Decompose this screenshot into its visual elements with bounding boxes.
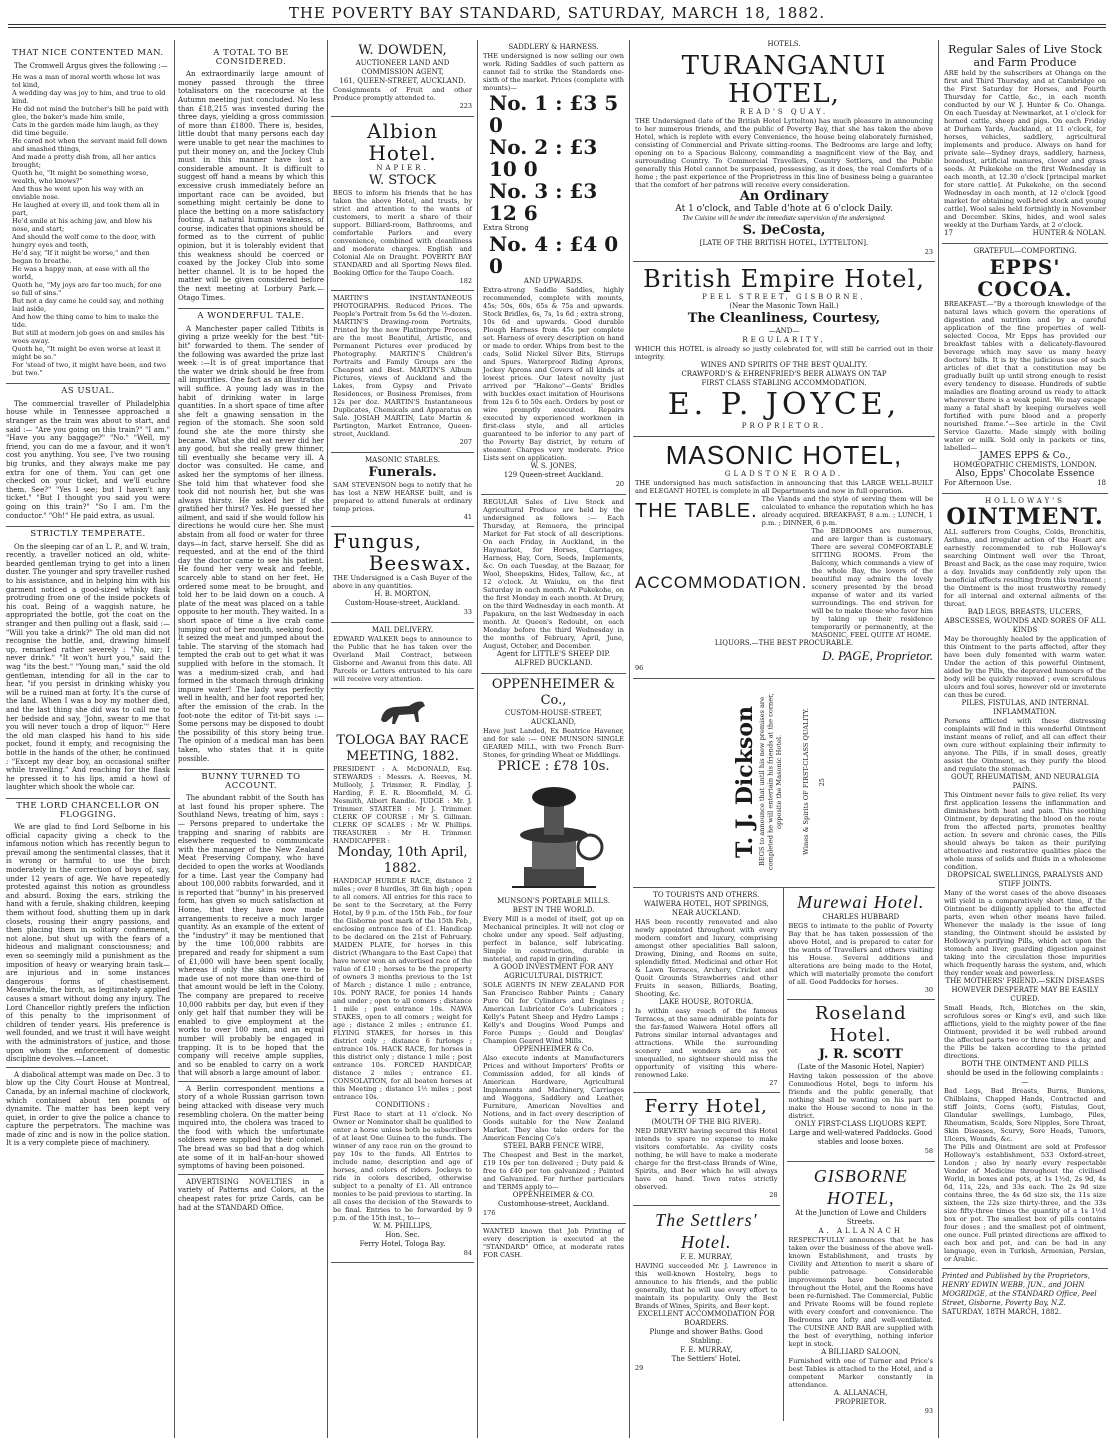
article-body: A Manchester paper called Titbits is giving a prize weekly for the best "tit-bit" forwarded to them. The sender of the following was awarded the prize last week :—It is of great importance that the water we drink should be free from all impurities. One fact as an illustration will suffice. A young lady was in the habit of drinking water in large quantities. In a short space of time after she felt a gnawing sensation in the region of the stomach. She soon sold found she ate the more thirsty she became. What she did eat never did her any good, but she really grew thinner, till eventually she became very ill. A doctor was consulted. He came, and asked her the symptoms of her illness. She told him that whatever food she took did not nourish her, but she was always thirsty. He asked her if she gratified her thirst? Yes. He guessed her ailment, and said if she would follow his directions he would cure her. She must abstain from all food or water for three days—in fact, starve herself. She did as requested, and at the end of the third day the doctor came to see his patient. He found her very weak and feeble, scarcely able to stand on her feet. He ordered some meat to be brought, and told her to be laid down on a couch. A plate of the meat was placed on a table opposite to her mouth. They waited. In a short space of time a live crab came jumping out of her mouth, seeking food. It seized the meat and jumped about the table. The starving of the stomach had tempted the crab out to get what it was supplied with before in the stomach. It was a medium-sized crab, and had formed in the stomach through drinking impure water! The lady was perfectly well in health, and her foot reported her, after the emission of the crab. In the foot-note the editor of Tit-bit says :— Some persons may be disposed to doubt the possibility of this story being true. The opinion of a medical man has been taken, who states that it is quite possible. <box>178 324 324 763</box>
proprietor-name: F. E. MURRAY, <box>680 1252 733 1261</box>
ad-number: 96 <box>635 664 644 673</box>
proprietor-name: S. DeCosta, <box>742 222 826 238</box>
hotel-location: GLADSTONE ROAD. <box>724 470 844 479</box>
column-4 <box>481 40 626 1438</box>
ad-connector: —AND— <box>768 327 800 336</box>
proprietor-name: W. STOCK <box>368 172 437 188</box>
ad-subheading: GOUT, RHEUMATISM, AND NEURALGIA PAINS. <box>951 773 1099 790</box>
advertiser-name: HUNTER & NOLAN. <box>1032 229 1106 237</box>
proprietor-name: A. ALLANACH <box>818 1226 904 1235</box>
ad-body: ARE held by the subscribers at Ohanga on the first and Third Thursday, and at Cambridge on the First Saturday for Horses, and Fourth Thursday for Cattle, &c., in each month conducted by our W. J. Hunter & Co. Ohanga. On each Tuesday at Newmarket, at 1 o'clock for horned cattle, sheep and pigs. On each Friday at Durham Yards, Auckland, at 11 o'clock, for horses, vehicles, saddlery, agricultural implements and produce. Always on hand for private sale—Sydney drays, saddlery, harness, bonedust, artificial manures, clover and grass seeds. At Pukekohe on the first Wednesday in each month, at 12.30 o'clock [principal market for store cattle]. At Pukekohe, on the second Wednesday in each month, at 12 o'clock [good market for obtaining well-bred stock and young cattle]. Wool sales held fortnightly in November and December. Skins, hides, and wool sales weekly at the Durham Yards, at 2 o'clock. <box>944 69 1106 229</box>
ad-body: THE undersigned has much satisfaction in announcing that this LARGE WELL-BUILT and ELEGANT HOTEL is complete in all Departments and now in full operation. <box>635 479 933 496</box>
hotel-name: Ferry Hotel, <box>644 1096 768 1118</box>
advertiser-name: JAMES EPPS & Co., <box>979 451 1071 461</box>
poem-line: And should the wolf come to the door, with hungry eyes and teeth, <box>12 233 156 250</box>
article-intro: The Cromwell Argus gives the following :— <box>14 61 168 70</box>
proprietor-name: E. P. JOYCE, <box>667 387 901 423</box>
holloway-ointment-ad <box>942 494 1108 1268</box>
column-5 <box>633 40 935 1438</box>
price-note: AND UPWARDS. <box>523 277 584 285</box>
advertiser-address: Customhouse-street, Auckland. <box>497 1200 610 1209</box>
column-separator <box>174 40 175 1438</box>
ad-heading: MASONIC STABLES. <box>364 455 441 464</box>
poem-line: Quoth he, "It might be something worse, wealth, who knows?" <box>12 169 149 186</box>
ad-line: ONLY FIRST-CLASS LIQUORS KEPT. <box>795 1120 927 1129</box>
price-line: No. 3 : £3 12 6 <box>489 179 598 225</box>
ad-heading: MAIL DELIVERY. <box>371 625 434 634</box>
ad-number: 29 <box>635 1363 644 1372</box>
ad-body: BEGS to announce that until his new premises are completed he will entertain his friends at the corner, opposite the Masonic Hotel. <box>757 693 783 871</box>
ad-body: THE Undersigned (late of the British Hotel Lyttelton) has much pleasure in announcing to her numerous friends, and the public of Poverty Bay, that she has taken the above Hotel, which is replete with every Convenience, the house being elaborately furnished, consisting of Commercial and Private sitting-rooms. The Bedrooms are large and lofty, opening on to a Spacious Balcony, commanding a magnificent view of the Bay, and surrounding Country. To Commercial Travellers, Country Settlers, and the Public generally this Hotel cannot be surpassed, possessing, as it does, the real Comforts of a home ; the past experience of the Proprietress in this line of business being a guarantee that the comfort of her patrons will receive every consideration. <box>635 116 933 189</box>
albion-hotel-ad <box>331 117 474 292</box>
ad-body: The BEDROOMS are numerous, and are larger than is customary. There are several COMFORTABLE SITTING ROOMS. From the Balcony, which commands a view of the whole Bay, the lovers of the beautiful may admire the lovely scenery presented by the broad expanse of water and its varied surroundings. The end striven for will be to make those who favor him by taking up their residence temporarily or permanently, at the MASONIC, FEEL QUITE AT HOME. <box>811 527 933 640</box>
ad-heading: OINTMENT. <box>946 504 1104 530</box>
ad-heading: MUNSON'S PORTABLE MILLS. <box>497 897 610 906</box>
ad-body: ALL sufferers from Coughs, Colds, Bronchitis, Asthma, and irregular action of the Heart are earnestly recommended to rub Holloway's searching Ointment well over the Throat, Breast and Back, as the case may require, twice a day. Invalids may confidently rely upon the beneficial effects resulting from this treatment ; the Ointment is the most trustworthy remedy for all internal and external ailments of the throat. <box>944 528 1106 608</box>
ad-number: 84 <box>463 1248 472 1257</box>
mail-delivery-ad <box>331 623 474 689</box>
settlers-hotel-ad <box>633 1206 780 1378</box>
ad-line: FIRST CLASS STABLING ACCOMMODATION. <box>701 379 867 388</box>
article-body: The commercial traveller of Philadelphia house while in Tennessee approached a stranger as the train was about to start, and said :— "Are you going on this train?" "I am." "Have you any baggage?" "No." "Well, my friend, you can do me a favour, and it won't cost you anything. You see, I've two rousing big trunks, and they always make me pay extra for one of them. You can get one checked on your ticket, and we'll euchre them. See?" "Yes I see; but I haven't any ticket." "But I thought you said you were going on this train?" "So I am. I'm the conductor." "Oh!" He paid extra, as usual. <box>6 399 170 520</box>
ad-body: May be thoroughly healed by the application of this Ointment to the parts affected, after they have been duly fomented with warm water. Under the action of this powerful Ointment, aided by the Pills, the depraved humours of the body will be quickly removed ; even scrofulous ulcers and foul sores, however old or inveterate can thus be cured. <box>944 635 1106 699</box>
hotel-location: (MOUTH OF THE BIG RIVER). <box>651 1118 762 1127</box>
poem-line: For 'stead of two, it might have been, and two but two." <box>12 361 166 378</box>
fungus-beeswax-ad <box>331 527 474 623</box>
price-line: No. 2 : £3 10 0 <box>489 135 598 181</box>
epps-cocoa-ad <box>942 244 1108 494</box>
proprietor-name: CHARLES HUBBARD <box>822 912 900 921</box>
secretary-address: Ferry Hotel, Tologa Bay. <box>359 1239 446 1248</box>
ad-number: 25 <box>818 777 827 786</box>
article-body: On the sleeping car of an L. P., and W. train, recently, a traveller noticed an old, white-bearded gentleman trying to get into a linen duster. The younger and spry traveller rushed to his assistance, and in helping him with his garment noticed a good-sized whisky flask protruding from one of the inside pockets of his coat. Being of a waggish nature, he appropriated the bottle, got the coat on the stranger and then pulling out a flask, said :— "Will you take a drink?" The old man did not recognise the bottle, and, drawing himself up, remarked rather severely : "No, sir; I never drink." "It won't hurt you," said the wag "its the best." "Young man," said the old gentleman, intending for all in the car to hear, "if you persist in drinking whisky you will be a ruined man at forty. It's the curse of the land. When I was a boy my mother died, and the last thing she did was to call me to her bedside and say, 'John, swear to me that you will never touch a drop of liquor.'" Here the old man clasped his hand to his side pocket, found it empty, and recognising the bottle in the hands of the other, he continued : "Except my dear boy, an occasional snifter while travelling." And reaching for the flask he pressed it to his lips, amid a howl of laughter which shook the whole car. <box>6 542 170 792</box>
advertiser-title: HOMŒOPATHIC CHEMISTS, LONDON. <box>953 461 1097 469</box>
martin-photographs-ad <box>331 291 474 453</box>
hotel-name: British Empire Hotel, <box>643 265 925 294</box>
dowden-ad <box>331 40 474 117</box>
waiwera-hotel-ad <box>633 888 780 1094</box>
article-title: A TOTAL TO BE CONSIDERED. <box>213 48 289 67</box>
poem-line: He'd say, "If it might be worse," and then began to breathe. <box>12 249 150 266</box>
race-officers: PRESIDENT : A. McDONALD, Esq. STEWARDS : Messrs. A. Reeves, M. Mullooly, J. Trimmer, R. Findlay, J. Harding, F. E. R. Bloomfield, M. G. Nesmith, Albert Randle. JUDGE : Mr. J. Trimmer. STARTER : Mr J. Trimmer. CLERK OF COURSE : Mr S. Gillman. CLERK OF SCALES : Mr W. Phillips. TREASURER : Mr H. Trimmer. HANDICAPPER : <box>333 764 472 845</box>
column-1 <box>6 40 170 1438</box>
ad-number: 223 <box>459 102 472 110</box>
ad-body: RESPECTFULLY announces that he has taken over the business of the above well-known Establishment, and trusts by Civility and Attention to merit a share of public patronage. Considerable improvements have been executed throughout the Hotel, and the Rooms have been re-furnished. The Commercial, Public and Private Rooms will be found replete with every comfort and convenience. The Bedrooms are lofty and well-ventilated. The CUISINE AND BAR are supplied with the best of everything, nothing inferior kept in stock. <box>788 1235 933 1348</box>
proprietor-title: The Settlers' Hotel. <box>671 1354 741 1363</box>
ad-body: THE Undersigned is a Cash Buyer of the above in any quantities. <box>333 574 472 591</box>
ad-heading: SADDLERY & HARNESS. <box>508 43 599 51</box>
advertiser-name: W. DOWDEN, <box>358 43 447 58</box>
ad-heading: HOLLOWAY'S <box>985 497 1065 505</box>
masthead-rule <box>8 24 1106 25</box>
hotel-location: PEEL STREET, GISBORNE, <box>702 293 866 302</box>
ad-number: 93 <box>924 1406 933 1415</box>
proprietor-note: (Late of the Masonic Hotel, Napier) <box>797 1063 925 1072</box>
column-separator <box>327 40 328 1438</box>
ad-body: SOLE AGENTS IN NEW ZEALAND FOR San Francisco Rubber Paints ; Canary Pure Oil for Cylinders and Engines ; American Lubricator Co's Lubricators ; Kelly's Patent Sheep and Hydro Lamps ; Kelly's and Dougins Wood Pumps and Force Pumps ; Gould and Douglas' Champion Geared Wind Mills. <box>483 981 624 1046</box>
masthead: THE POVERTY BAY STANDARD, SATURDAY, MARCH 18, 1882. <box>288 4 826 22</box>
ad-body: HAVING succeeded Mr. J. Lawrence in this well-known Hostelry, begs to announce to his friends, and the public generally, that he will use every effort to maintain its popularity. Only the Best Brands of Wines, Spirits, and Beer kept. <box>635 1261 778 1310</box>
masonic-stables-ad <box>331 453 474 528</box>
ad-heading: Fungus, <box>333 529 422 554</box>
advertiser-title: AUCTIONEER LAND AND COMMISSION AGENT, <box>355 59 450 76</box>
ad-body: Many of the worst cases of the above diseases will yield in a comparatively short time, if the Ointment be diligently applied to the affected parts, even when other means have failed. Whenever the malady is the issue of long standing, the Ointment should be assisted by Holloway's purifying Pills, which act upon the stomach and liver, guarding digestion against taking into the circulation those impurities which frequently harass the system, and, which they render weak and powerless. <box>944 889 1106 977</box>
article-body: An extraordinarily large amount of money passed through the three totalisators on the racecourse at the Autumn meeting just concluded. No less than £18,215 was invested during the three days, yielding a gross commission of more than £1800. There is, besides, little doubt that many persons each day were unable to get near the machines to put their money on, and the Jockey Club must in this manner have lost a considerable amount. It is difficult to suggest off hand a means by which this excessive crush immediately before an important race can be avoided, but something might certainly be done to place the betting on a more satisfactory footing. A natural human weakness, of course, indicates that opinions should be formed as to the current of public opinion, but it is tolerably evident that this weakness should be coerced or coaxed by the Jockey Club into some better channel. It is to be hoped the matter will be given considered before the next meeting at Lorbury Park.—Otago Times. <box>178 70 324 302</box>
advertiser-address: CUSTOM-HOUSE-STREET, AUCKLAND, <box>505 708 602 726</box>
ad-number: 30 <box>924 985 933 994</box>
roseland-hotel-ad <box>787 1000 935 1162</box>
ad-body: Extra-strong Saddle Saddles, highly recommended, complete with mounts, 45s; 50s, 60s, 65s & 75s and upwards. Stock Bridles, 6s, 7s, 1s 6d ; extra strong, 10s 6d and upwards. Good durable Plough Harness from 45s per complete set. Harness of every description on hand or made to order. Whips from best to the cads, Solid Nickel Silver Bits, Stirrups and Spurs. Waterproof Riding Aprons, Jockey Aprons and Covers of all kinds at lowest prices. Our latest novelty just arrived per "Hakono"—Gents' Bridles with buckles exact imitation of Hourisons from 12s 6 to 50s each. Orders by post or wire promptly executed. Repairs executed by experienced workmen in first-class style, and all articles guaranteed to be inferior to any part of the Poverty Bay district, by return of steamer. Charges very moderate. Price Lists sent on application. <box>483 286 624 462</box>
proprietor-name: A. ALLANACH, <box>833 1388 888 1397</box>
ad-subheading: BEST IN THE WORLD. <box>512 906 595 915</box>
hotel-location: NAPIER. <box>376 163 429 172</box>
ad-heading: EPPS' COCOA. <box>977 255 1073 301</box>
ad-number: 182 <box>459 276 472 285</box>
hotel-name: WAIWERA HOTEL, HOT SPRINGS, <box>643 899 769 908</box>
poem-line: He did not mind the butcher's bill he paid with glee, the baker's made him smile, <box>12 105 169 122</box>
ad-line: LIQUORS.—THE BEST PROCURABLE. <box>714 639 854 648</box>
price-line: No. 4 : £4 0 0 <box>489 232 619 278</box>
ad-number: 33 <box>463 608 472 617</box>
poem-line: Quoth he, "It might be even worse at least it might be so." <box>12 345 161 362</box>
column-separator <box>629 40 630 1438</box>
job-printing-ad <box>481 1224 626 1264</box>
ad-line: Large and well-watered Paddocks. Good stables and loose boxes. <box>789 1129 933 1147</box>
ad-subheading: PILES, FISTULAS, AND INTERNAL INFLAMMATION. <box>961 699 1089 716</box>
race-meeting-ad <box>331 689 474 1263</box>
article-title: THAT NICE CONTENTED MAN. <box>12 48 164 58</box>
hotel-name: LAKE HOUSE, ROTORUA. <box>659 997 754 1006</box>
advertiser-address: 161, QUEEN-STREET, AUCKLAND. <box>339 77 466 85</box>
hotel-location: READ'S QUAY. <box>739 107 829 116</box>
ad-body: BREAKFAST.—"By a thorough knowledge of the natural laws which govern the operations of digestion and nutrition and by a careful application of the fine properties of well-selected Cocoa, Mr Epps has provided our breakfast tables with a delicately-flavoured beverage which may save us many heavy doctors' bills. It is by the judicious use of such articles of diet that a constitution may be gradually built up until strong enough to resist every tendency to disease. Hundreds of subtle maladies are floating around us ready to attack wherever there is a weak point. We may escape many a fatal shaft by keeping ourselves well fortified with pure blood and a properly nourished frame."—See article in the Civil Service Gazette. Made simply with boiling water or milk. Sold only in packets or tins, labelled— <box>944 300 1106 452</box>
ferry-hotel-ad <box>633 1093 780 1206</box>
oppenheimer-ad <box>481 674 626 1224</box>
mill-engraving-icon <box>494 775 614 895</box>
ad-note: The Cuisine will be under the immediate supervision of the undersigned. <box>682 213 886 222</box>
ad-note: Agent for LITTLE'S SHEEP DIP. <box>496 649 611 658</box>
ad-heading: The Cleanliness, Courtesy, <box>687 311 881 327</box>
ad-subheading: At 1 o'clock, and Table d'hote at 6 o'clock Daily. <box>675 203 893 214</box>
ad-subheading: THE MOTHERS' FRIEND.—SKIN DISEASES HOWEVER DESPERATE MAY BE EASILY CURED. <box>945 977 1105 1003</box>
race-date: Monday, 10th April, 1882. <box>337 844 468 876</box>
article-body: The abundant rabbit of the South has at last found his proper sphere. The Southland News, treating of him, says :— Persons prepared to undertake the trapping and snaring of rabbits are elsewhere requested to communicate with the manager of the New Zealand Meat Preserving Company, who have decided to open the works at Woodlands for a time. Last year the Company had about 100,000 rabbits forwarded, and it is reported that "bunny" in his preserved form, has given so much satisfaction at Home, that they have now made arrangements to receive a much larger quantity. As an example of the extent of the "industry" it may be mentioned that by the time 100,000 rabbits are prepared and ready for shipment a sum of £1,000 will have been spent locally, whereas if only the skins were to be made use of not more than one-third of that amount would be left in the Colony. The company are prepared to receive 10,000 rabbits per day, but even if they only get half that number they will be enabled to give employment at the works to over 100 men, and an equal number will probably be engaged in trapping. It is to be hoped that the company will receive ample supplies, and so be enabled to carry on a work that will absorb a large amount of labor. <box>178 794 324 1078</box>
ad-body: NED DREVERY having secured this Hotel intends to spare no expense to make visitors comfortable. As civility costs nothing, he will have to make a moderate charge for the first-class Brands of Wine, Spirits, and Beer which he will always have on hand. Town rates strictly observed. <box>635 1127 778 1192</box>
ad-number: 20 <box>615 480 624 488</box>
poem-line: Cats in the garden made him laugh, as they did time beguile. <box>12 121 159 138</box>
turanganui-hotel-ad <box>633 49 935 263</box>
ad-body: Also execute indents at Manufacturers Prices and without Importers' Profits or Commission added, for all kinds of American Hardware, Agricultural Implements and Machinery, Carriages and Waggons, Saddlery and Leather, Furniture, American Novelties and Notions, and in fact every description of Goods suitable for the New Zealand Market. They also take orders for the American Fencing Co's <box>483 1054 624 1143</box>
hotel-name: MASONIC HOTEL, <box>665 440 903 471</box>
ad-line: Plunge and shower Baths. Good Stabling. <box>649 1327 763 1345</box>
ad-number: 58 <box>924 1147 933 1156</box>
ad-heading: Funerals. <box>368 464 437 480</box>
ad-number: 41 <box>463 512 472 521</box>
ad-line: CRAWFORD'S & EHRENFRIED'S BEER ALWAYS ON TAP <box>681 370 887 379</box>
gisborne-hotel-ad <box>787 1162 935 1421</box>
advertiser-name: W. S. JONES, <box>530 462 577 470</box>
advertiser-name: OPPENHEIMER & CO. <box>512 1191 595 1200</box>
ad-subheading: BOTH THE OINTMENT AND PILLS <box>961 1060 1089 1068</box>
hotel-name: TURANGANUI HOTEL, <box>681 50 887 109</box>
poem-line: He was a happy man, at ease with all the world, <box>12 265 150 282</box>
ad-body: BEGS to inform his friends that he has taken the above Hotel, and trusts, by strict and attention to the wants of customers, to merit a share of their support. Billiard-room, Bathrooms, and comfortable Parlors and every convenience, combined with cleanliness and moderate charges. English and Colonial Ale on Draught. POVERTY BAY STANDARD and all Sporting News filed. Booking Office for the Taupo Coach. <box>333 188 472 277</box>
ad-subheading: BAD LEGS, BREASTS, ULCERS, ABSCESSES, WOUNDS AND SORES OF ALL KINDS <box>944 608 1106 634</box>
hotel-name: Albion Hotel. <box>367 118 438 165</box>
poem-line: He cared not when the servant maid fell down and smashed things, <box>12 137 168 154</box>
ad-body: Have just Landed, Ex Beatrice Havener, and for sale :— ONE MUNSON SINGLE GEARED MILL, with two French Burr-Stones, for grinding Wheat or Middlings. <box>483 726 624 759</box>
poem-line: Quoth he, "My joys are far too much, for one so full of sins." <box>12 281 162 298</box>
british-empire-hotel-ad <box>633 262 935 437</box>
proprietor-name: F. E. MURRAY, <box>680 1345 733 1354</box>
price-line: No. 1 : £3 5 0 <box>489 91 619 137</box>
ad-subheading: DROPSICAL SWELLINGS, PARALYSIS AND STIFF JOINTS. <box>947 871 1103 888</box>
article-title: A WONDERFUL TALE. <box>178 308 324 321</box>
advertiser-name: H. B. MORTON, <box>374 590 431 599</box>
ad-body: WHICH this HOTEL is already so justly celebrated for, will still be carried out in their integrity. <box>635 345 933 362</box>
ad-body: Small Heads, Itch, Blotches on the skin, scrofulous sores or King's evil, and such like afflictions, yield to the mighty power of the fine Ointment, provided it be well rubbed around the affected parts two or three times a day, and the Pills be taken according to the printed directions. <box>944 1004 1106 1060</box>
ad-body: THE undersigned is now selling our own work. Riding Saddles of such pattern as cannot fail to strike the Standards one-sixth of the market. Prices (complete with mounts)— <box>483 52 624 92</box>
ad-body: Furnished with one of Turner and Price's best Tables is attached to the Hotel, and a competent Marker constantly in attendance. <box>788 1356 933 1389</box>
column-2 <box>178 40 324 1438</box>
section-heading: HOTELS. <box>767 40 801 48</box>
ad-heading: TOLOGA BAY RACE MEETING, 1882. <box>336 732 469 764</box>
poem-line: He was a man of moral worth whose lot was tol kind, <box>12 73 161 90</box>
poem <box>6 73 170 377</box>
race-conditions: First Race to start at 11 o'clock. No Owner or Nominator shall be qualified to enter a horse unless both be subscribers of at least One Guinea to the funds. The winner of any race run on the ground to pay 10s to the funds. All Entries to include name, description and age of horses, and colors of riders. Jockeys to ride in colors described, otherwise subject to a penalty of £1. All entrance monies to be paid previous to starting. In all cases the decision of the Stewards to be final. Entries to be forwarded by 9 p.m. of the 15th inst., to— <box>333 1109 472 1222</box>
advertiser-address: Custom-House-street, Auckland. <box>344 599 461 608</box>
poem-line: A wedding day was joy to him, and true to old kind. <box>12 89 166 106</box>
ad-body: The Cheapest and Best in the market, £19 10s per ton delivered ; Duty paid & free to £40 per ton galvanized ; Painted and Galvanized. For further particulars and TERMS apply to— <box>483 1151 624 1192</box>
advertiser-name: OPPENHEIMER & Co. <box>513 1045 594 1054</box>
ad-number: 207 <box>459 438 472 447</box>
ad-body: WANTED known that Job Printing of every description is executed at the "STANDARD" Office, at moderate rates FOR CASH. <box>483 1226 624 1259</box>
masonic-hotel-ad <box>633 437 935 679</box>
ad-body: Is within easy reach of the famous Terraces, at the same admirable points for the far-famed Waiwera Hotel offers all Patrons similar internal advantages and attractions. While the surrounding scenery and wonders are as yet unequalled, no sightseer should miss the opportunity of visiting this where-renowned Lake. <box>635 1006 778 1079</box>
ad-heading: TO TOURISTS AND OTHERS. <box>653 890 760 899</box>
article-title: STRICTLY TEMPERATE. <box>6 526 170 539</box>
poem-line: But not a day came he could say, and nothing laid aside, <box>12 297 164 314</box>
poem-line: And how the thing came to him to make the tide. <box>12 313 159 330</box>
ad-subheading: should be used in the following complaints :— <box>946 1069 1104 1086</box>
advertiser-name: ALFRED BUCKLAND. <box>514 658 593 667</box>
ad-body: The Pills and Ointment are sold at Professor Holloway's establishment, 533 Oxford-street, London ; also by nearly every respectable Vendor of Medicine throughout the civilised World, in boxes and pots, at 1s 1½d, 2s 9d, 4s 6d, 11s, 22s, and 33s each. The 2s 9d size contains three, the 4s 6d size six, the 11s size sixteen, the 22s size thirty-three, and the 33s size fifty-three times the quantity of a 1s 1½d box or pot. The smallest box of pills contains four doses ; and the smallest pot of ointment, one ounce. Full printed directions are affixed to each box and pot, and can be had in any language, even in Turkish, Armenian, Persian, or Arabic. <box>944 1143 1106 1263</box>
article-title: AS USUAL. <box>6 383 170 396</box>
ad-number: 17 <box>944 229 953 237</box>
ad-heading: THE TABLE. <box>635 500 758 523</box>
murewai-hotel-ad <box>787 888 935 1001</box>
ad-body: Every Mill is a model of itself, got up on Mechanical principles. It will not clog or choke under any speed. Self adjusting, perfect in balance, self lubricating. Simple in construction, durable in material, and rapid in grinding. <box>483 915 624 964</box>
ad-body: HAS been recently renovated and also newly appointed throughout with every modern comfort and luxury, comprising amongst other specialities Ball saloon, Drawing, Dining, and Rooms en suite, splendidly fitted. Medicinal and other Hot & Lawn Terraces, Archery, Cricket and Quoit Grounds Strawberries and other Fruits in season, Billiards, Boating, Shooting, &c. <box>635 917 778 998</box>
hotel-name: GISBORNE HOTEL, <box>813 1165 908 1208</box>
ad-body: EDWARD WALKER begs to announce to the Public that he has taken over the Overland Mail Contract, between Gisborne and Awanui from this date. All Parcels or Letters entrusted to his care will receive very attention. <box>333 634 472 683</box>
ad-body: SAM STEVENSON begs to notify that he has lost a NEW HEARSE built, and is prepared to attend funerals at ordinary temp prices. <box>333 480 472 513</box>
poem-line: He'd smile at his aching jaw, and blow his nose, and start; <box>12 217 152 234</box>
ad-tagline: GRATEFUL—COMFORTING. <box>973 247 1077 255</box>
ad-line: EXCELLENT ACCOMMODATION FOR BOARDERS. <box>637 1309 775 1327</box>
ad-body: This Ointment never fails to give relief. Its very first application lessens the inflammation and diminishes both heat and pain. This soothing Ointment, by depurating the blood on the route from the affected parts, promotes healthy action. In severe and chronic cases, the Pills should always be taken as their purifying attenuative and restorative qualities place the whole mass of solids and fluids in a wholesome condition. <box>944 791 1106 871</box>
dickson-ad <box>633 679 935 888</box>
proprietor-title: PROPRIETOR. <box>835 1397 887 1406</box>
ad-number: 176 <box>483 1209 496 1218</box>
article-title: BUNNY TURNED TO ACCOUNT. <box>178 769 324 790</box>
hotel-name: Murewai Hotel. <box>797 891 925 912</box>
ad-line: For Afternoon Use. <box>944 479 1012 487</box>
ad-line: Also, Epps' Chocolate Essence <box>955 469 1095 479</box>
secretary-name: W. M. PHILLIPS, <box>372 1221 433 1230</box>
poem-line: He laughed at every ill, and took them all in part, <box>12 201 160 218</box>
horse-icon <box>373 692 433 730</box>
poem-line: And made a pretty dish from, all her antics brought; <box>12 153 156 170</box>
ad-subheading: CONDITIONS : <box>375 1100 430 1109</box>
article-body: A diabolical attempt was made on Dec. 3 to blow up the City Court House at Montreal, Canada, by an infernal machine of clockwork, which contained about ten pounds of dynamite. The matter has been kept very quiet, in order to give the police a chance to capture the perpetrators. The machine was made of zinc and is now in the police station. It is a very complete piece of machinery. <box>6 1067 170 1148</box>
article-title: THE LORD CHANCELLOR ON FLOGGING. <box>6 798 170 819</box>
hotel-location-note: (Near the Masonic Town Hall.) <box>729 302 839 311</box>
live-stock-sales-ad <box>942 40 1108 244</box>
publisher-imprint: Printed and Published by the Proprietors, HENRY EDWIN WEBB, JUN., and JOHN MOGRIDGE, at the STANDARD Office, Peel Street, Gisborne, Poverty Bay, N.Z. <box>942 1268 1108 1308</box>
ad-number: 23 <box>924 247 933 256</box>
ad-heading: ACCOMMODATION. <box>635 573 808 593</box>
ad-body: Bad Legs, Bad Breasts, Burns, Bunions, Chilblains, Chapped Hands, Contracted and stiff Joints, Corns (soft), Fistulas, Gout, Glandular swellings, Lumbago, Piles, Rheumatism, Scalds, Sore Nipples, Sore Throat, Skin Diseases, Scurvy, Sore Heads, Tumors, Ulcers, Wounds, &c. <box>944 1087 1106 1143</box>
ad-number: 27 <box>769 1078 778 1087</box>
price-note: Extra Strong <box>483 224 529 232</box>
publication-date: SATURDAY, 18TH MARCH, 1882. <box>942 1308 1062 1316</box>
saddlery-ad <box>481 40 626 495</box>
article-body: A Berlin correspondent mentions a story of a whole Russian garrison town being attacked with disease very much resembling cholera. On the matter being inquired into, the cholera was traced to the food with which the unfortunate soldiers were supplied by their colonel. The bread was so bad that a dog which ate some of it in half-an-hour showed symptoms of having been poisoned. <box>178 1081 324 1171</box>
column-3 <box>331 40 474 1438</box>
hotel-location: NEAR AUCKLAND. <box>671 908 741 917</box>
column-separator <box>938 40 939 1438</box>
advertiser-name: OPPENHEIMER & Co., <box>491 676 616 708</box>
ad-body: BEGS to intimate to the public of Poverty Bay that he has taken possession of the above Hotel, and is prepared to cater for the wants of Travellers and others visiting his House. Several additions and alterations are being made to the Hotel, which will materially promote the comfort of all. Good Paddocks for horses. <box>788 921 933 986</box>
proprietor-title: PROPRIETOR. <box>741 422 827 431</box>
hotel-location: At the Junction of Lowe and Childers Streets. <box>795 1208 927 1226</box>
ad-line: WINES AND SPIRITS OF THE BEST QUALITY. <box>700 361 868 370</box>
advertisement-text: ADVERTISING NOVELTIES in a variety of Patterns and Colors, at the cheapest rates for prize Cards, can be had at the STANDARD Office. <box>178 1174 324 1212</box>
ad-body: The Viands and the style of serving them will be calculated to enhance the reputation which he has already acquired. BREAKFAST, 8 a.m. ; LUNCH, 1 p.m. ; DINNER, 6 p.m. <box>761 495 933 528</box>
price: PRICE : £78 10s. <box>497 758 610 774</box>
ad-line: A BILLIARD SALOON, <box>821 1347 901 1356</box>
masthead-rule-2 <box>8 27 1106 28</box>
secretary-role: Hon. Sec. <box>385 1230 420 1239</box>
ad-heading: REGULARITY, <box>742 336 826 345</box>
ad-heading: Beeswax. <box>368 551 472 576</box>
proprietor-name: J. R. SCOTT <box>818 1047 903 1063</box>
ad-body: REGULAR Sales of Live Stock and Agricultural Produce are held by the undersigned as follows :— Each Thursday, at Remuera, the principal Market for Fat stock of all descriptions. On each Friday, in Auckland, in the Haymarket, for Horses, Carriages, Harness, Hay, Corn, Seeds, Implements, &c. On each Tuesday, at the Bazaar, for Wool, Sheepskins, Hides, Tallow, &c., at 12 o'clock. At Waiuku, on the first Saturday in each month. At Pukekohe, on the first Monday in each month. At Drury, on the third Wednesday in each month. At Papakura, on the last Wednesday in each month. At Queen's Redoubt, on each Monday before the third Wednesday in the months of February, April, June, August, October, and December. <box>483 497 624 650</box>
ad-number: 18 <box>1097 479 1106 487</box>
ad-heading: Regular Sales of Live Stock and Farm Produce <box>948 43 1102 69</box>
proprietor-name: D. PAGE, Proprietor. <box>822 648 933 664</box>
article-body: We are glad to find Lord Selborne in his official capacity giving a check to the infamous notion which has recently begun to prevail among the sentimental classes, that it is wrong or harmful to use the birch moderately in the correction of boys of, say, under 12 years of age. We have repeatedly protested against this notion as groundless and absurd. Boxing the ears, striking the hand with a ferule, shaking children, keeping them without food, shutting them up in dark closets, rousing their angry passions, and then placing them in solitary confinement, not alone, but shut up with the fears of a hideous and malignant consciousness; and even so seemingly mild a punishment as the imposition of heavy or wearying brain task—are injurious and in some instances dangerous forms of chastisement. Meanwhile, the birch, as legitimately applied causes a smart without doing any injury. The Lord Chancellor rightly prefers the infliction of this penalty to the imprisonment of children of tender years. His preference is well founded, and we trust it will have weight with the administrators of justice, and those upon whom the enforcement of domestic discipline devolves.—Lancet. <box>6 823 170 1064</box>
column-7 <box>942 40 1108 1438</box>
ad-body: Persons afflicted with these distressing complaints will find in this wonderful Ointment instant means of relief, and all can effect their own cure without explaining their infirmity to anyone. The Pills, if in small doses, greatly assist the Ointment, as they purify the blood and regulate the stomach. <box>944 717 1106 773</box>
ad-subheading: STEEL BARB FENCE WIRE, <box>503 1142 604 1151</box>
proprietor-note: [LATE OF THE BRITISH HOTEL, LYTTELTON]. <box>699 238 869 247</box>
ad-heading: An Ordinary <box>739 188 829 204</box>
hotel-name: The Settlers' Hotel. <box>655 1209 758 1252</box>
ad-number: 28 <box>769 1191 778 1200</box>
advertiser-name: T. J. Dickson <box>732 705 759 858</box>
ad-body: Consignments of Fruit and other Produce promptly attended to. <box>333 86 472 102</box>
hotel-name: Roseland Hotel. <box>814 1003 907 1047</box>
advertiser-address: 129 Queen-street Auckland. <box>503 471 604 479</box>
poem-line: But still at modern job goes on and smiles his woes away. <box>12 329 165 346</box>
poem-line: And thus he went upon his way with an enviable nose. <box>12 185 144 202</box>
ad-body: MARTIN'S INSTANTANEOUS PHOTOGRAPHS. Reduced Prices. The People's Portrait from 5s 6d the ½-dozen. MARTIN'S Drawing-room Portraits, Printed by the new Platinotype Process, are the most Beautiful, Artistic, and Permanent Pictures ever produced by Photography. MARTIN'S Children's Portraits and Family Groups are the Cheapest and Best. MARTIN'S Album Pictures, views of Auckland and the Lakes, from Gypsy and Private Residences, or Business Premises, from 12s per doz. MARTIN'S Instantaneous Duplicates, Chemicals and Apparatus on Sale. JOSIAH MARTIN, Late Martin & Partington, Market Entrance, Queen-street, Auckland. <box>333 294 472 439</box>
column-separator <box>477 40 478 1438</box>
buckland-sales-ad <box>481 495 626 674</box>
ad-note: Wines & Spirits OF FIRST-CLASS QUALITY. <box>801 708 810 856</box>
ad-body: Having taken possession of the above Commodious Hotel, begs to inform his friends and the public generally, that nothing shall be wanting on his part to make the House second to none in the district. <box>788 1072 933 1121</box>
ad-note: A GOOD INVESTMENT FOR ANY AGRICULTURAL DISTRICT. <box>493 963 614 981</box>
race-programme: HANDICAP HURDLE RACE, distance 2 miles ; over 8 hurdles, 3ft 6in high ; open to all comers. All entries for this race to be sent to the Secretary, at the Ferry Hotel, by 9 p.m. of the 15th Feb., for four the Gisborne post mark of the 15th Feb., enclosing entrance fee of £1. Handicap to be declared on the 21st of February. MAIDEN PLATE, for horses in this district (Whangara to the East Cape) that have never won an advertised race of the value of £10 ; horses to be the property of owners 3 months previous to the 1st of March ; distance 1 mile ; entrance, 10s. PONY RACE, for ponies 14 hands and under ; open to all comers ; distance 1 mile ; post entrance 10s. NAWA STAKES, open to all comers ; weight for age ; distance 2 miles ; entrance £1. FLYING STAKES, for horses in this district only ; distance 6 furlongs ; entrance 10s. HACK RACE, for horses in this district only ; distance 1 mile ; post entrance 10s. FORCED HANDICAP, distance 2 miles ; entrance £1. CONSOLATION, for all beaten horses at this Meeting ; distance 1½ miles ; post entrance 10s. <box>333 876 472 1101</box>
